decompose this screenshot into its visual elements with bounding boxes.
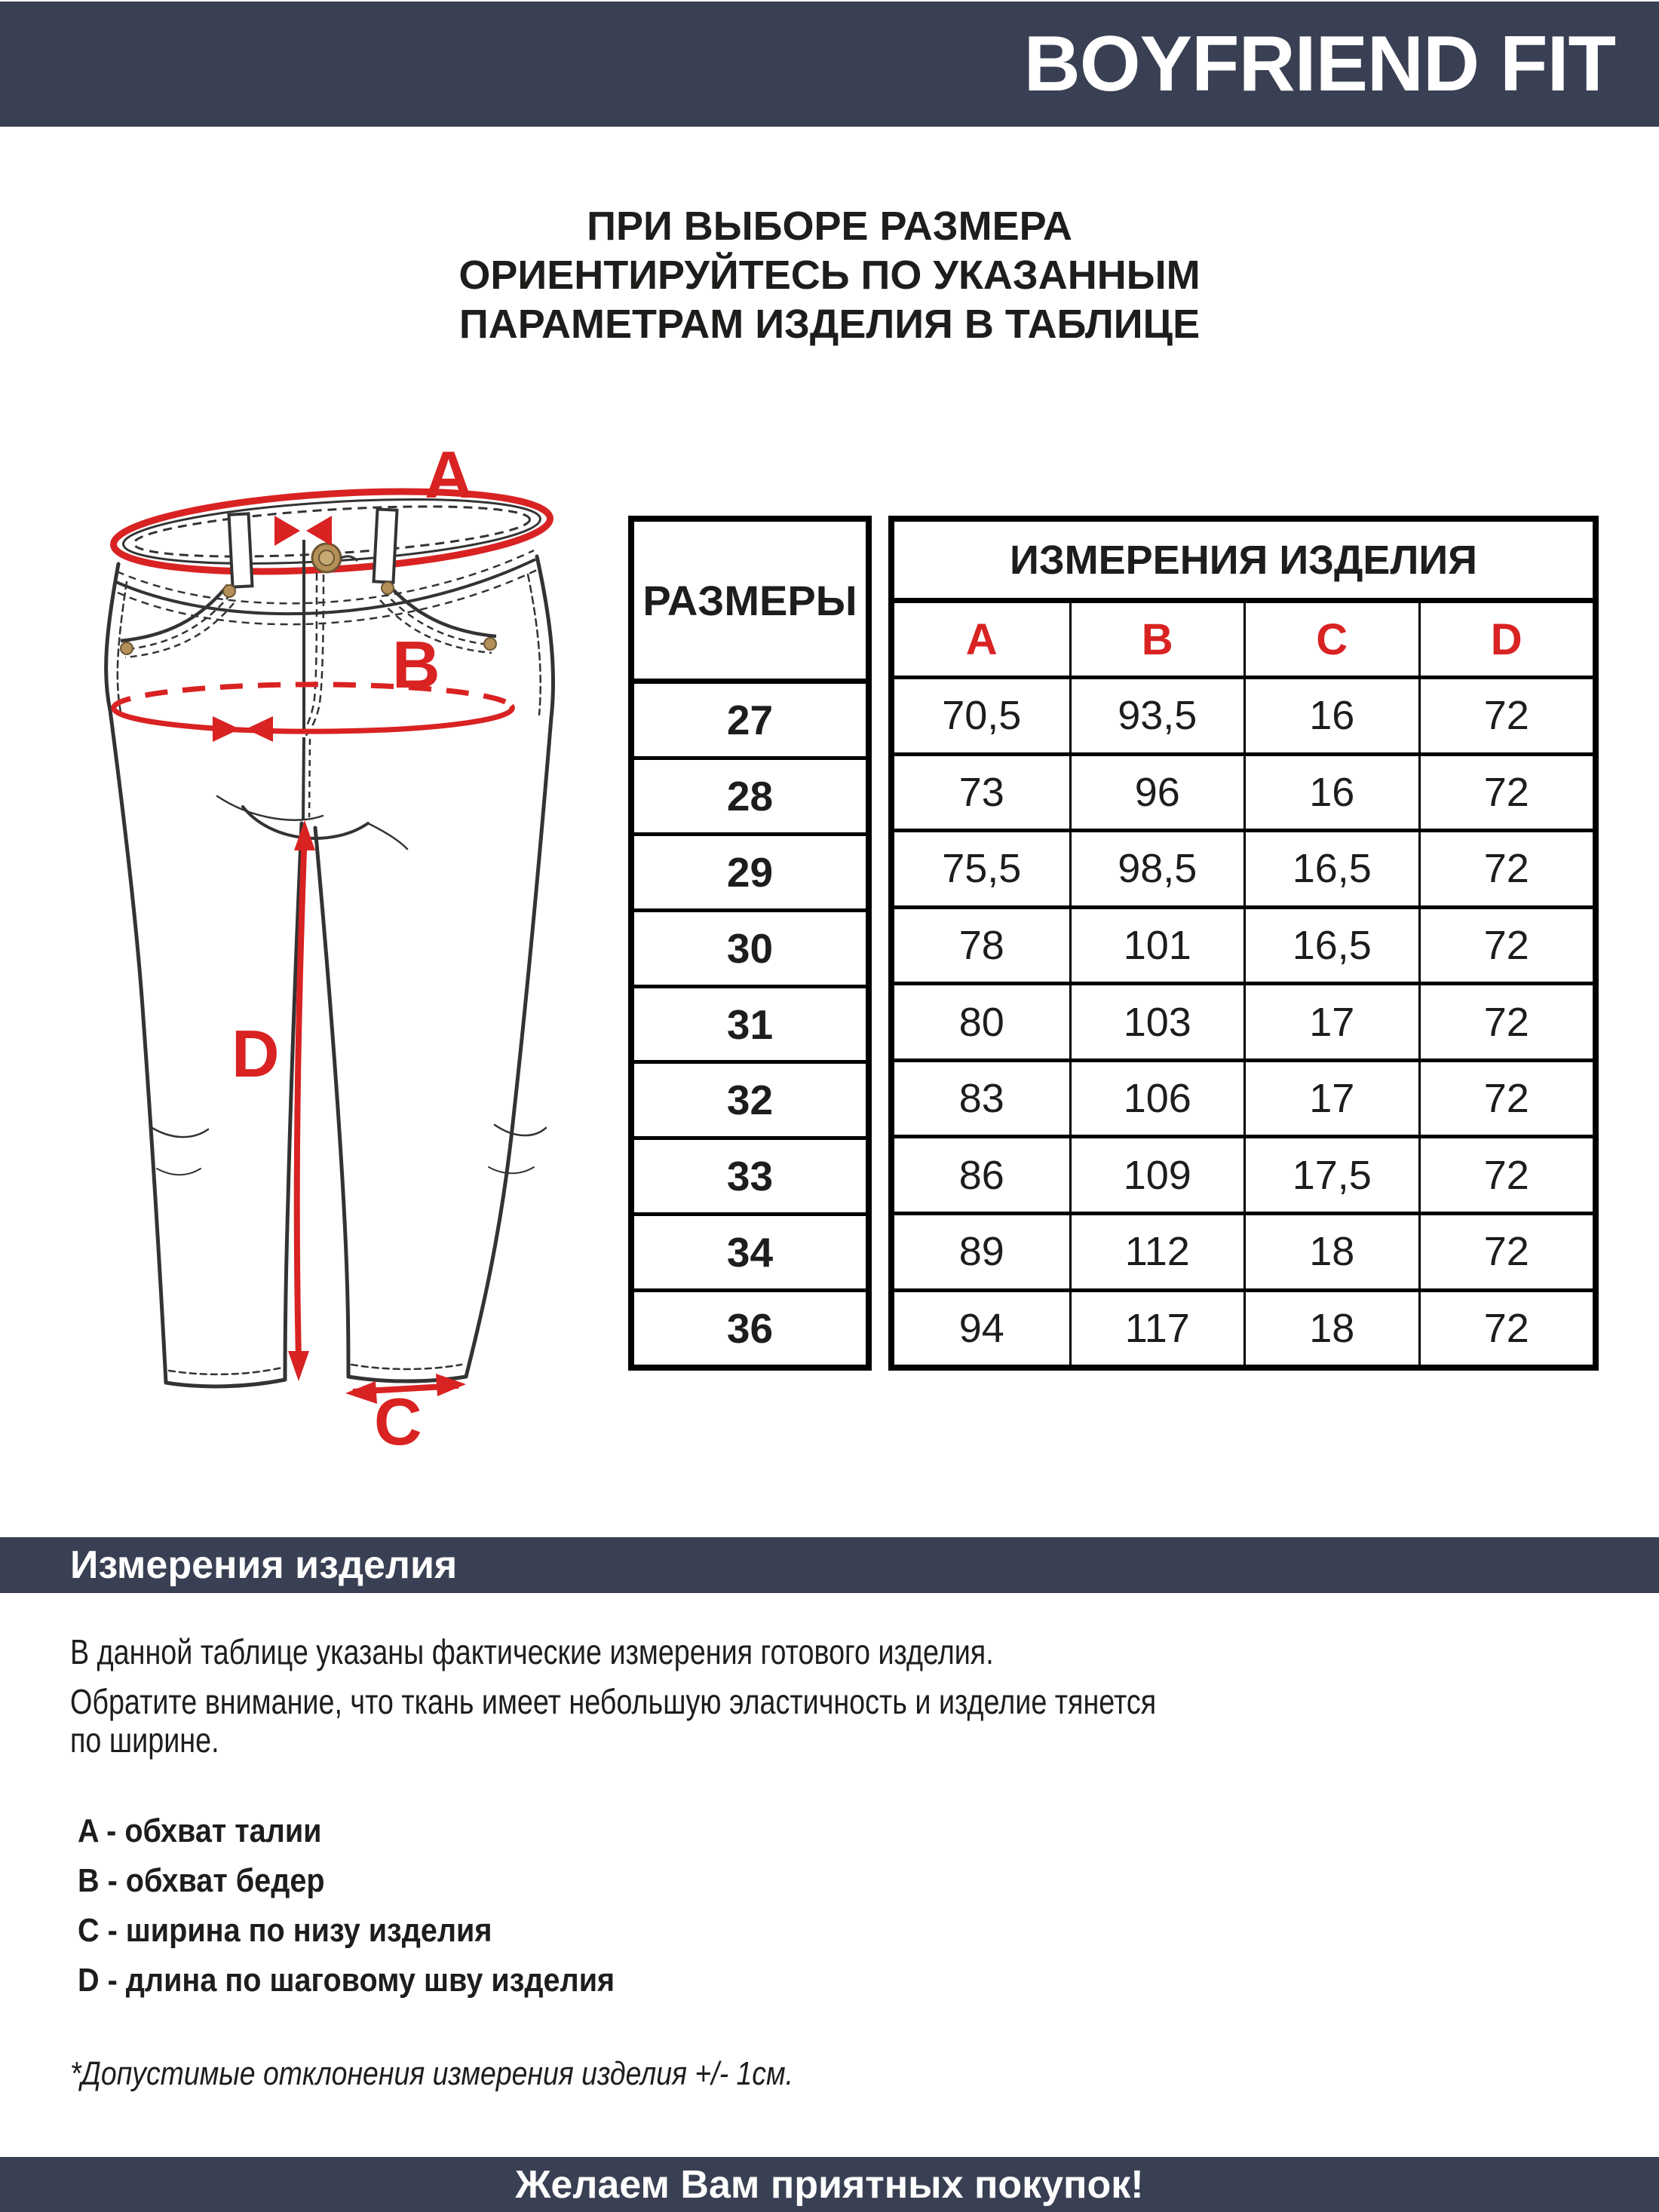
column-letter-d: D: [1418, 603, 1593, 676]
value-cell: 72: [1418, 756, 1593, 829]
table-row: [894, 905, 1593, 982]
value-cell: 78: [958, 922, 1004, 968]
table-row: [894, 1288, 1593, 1365]
value-cell: 16: [1243, 679, 1418, 752]
footer-bar: [0, 2157, 1659, 2212]
value-cell: 72: [1418, 909, 1593, 982]
size-cell: 27: [726, 696, 774, 743]
value-cell: 16,5: [1243, 909, 1418, 982]
value-cell: 106: [1069, 1062, 1244, 1135]
intro-heading-line: ПРИ ВЫБОРЕ РАЗМЕРА: [587, 204, 1072, 249]
legend-item-c: C - ширина по низу изделия: [78, 1912, 492, 1949]
value-cell: 112: [1069, 1215, 1244, 1288]
diagram-label-c: C: [374, 1384, 422, 1459]
value-cell: 86: [958, 1152, 1004, 1198]
description-line: В данной таблице указаны фактические измерения готового изделия.: [70, 1632, 994, 1671]
value-cell: 73: [958, 769, 1004, 815]
value-cell: 83: [958, 1076, 1004, 1122]
page-title: BOYFRIEND FIT: [1023, 20, 1615, 108]
table-row: [894, 982, 1593, 1059]
value-cell: 109: [1069, 1138, 1244, 1212]
column-letter-b: B: [1069, 603, 1244, 676]
value-cell: 17: [1243, 985, 1418, 1059]
table-row: [894, 1059, 1593, 1135]
column-letters-row: [894, 603, 1593, 676]
sizes-header: РАЗМЕРЫ: [634, 522, 866, 684]
measurement-legend: [78, 1806, 615, 2005]
tolerance-note: *Допустимые отклонения измерения изделия +/- 1см.: [70, 2055, 794, 2092]
value-cell: 72: [1418, 1292, 1593, 1365]
value-cell: 17,5: [1243, 1138, 1418, 1212]
title-bar: [0, 2, 1659, 127]
size-cell: 28: [634, 756, 866, 832]
table-row: [894, 752, 1593, 829]
column-letter-a: A: [965, 614, 998, 664]
value-cell: 17: [1243, 1062, 1418, 1135]
description-line: по ширине.: [70, 1720, 219, 1760]
value-cell: 103: [1069, 985, 1244, 1059]
jeans-diagram: [45, 445, 618, 1515]
value-cell: 16,5: [1243, 832, 1418, 905]
table-row: [894, 1135, 1593, 1212]
legend-item-d: D - длина по шаговому шву изделия: [78, 1962, 615, 1999]
size-cell: 36: [634, 1288, 866, 1365]
section-bar: [0, 1537, 1659, 1593]
diagram-label-d: D: [232, 1016, 280, 1091]
size-cell: 32: [634, 1060, 866, 1136]
intro-heading-line: ПАРАМЕТРАМ ИЗДЕЛИЯ В ТАБЛИЦЕ: [458, 302, 1201, 347]
description-text: [70, 1633, 1344, 1760]
value-cell: 96: [1069, 756, 1244, 829]
intro-heading: [0, 202, 1659, 349]
legend-item-b: B - обхват бедер: [78, 1862, 325, 1899]
legend-item-a: A - обхват талии: [78, 1812, 322, 1849]
value-cell: 89: [958, 1229, 1004, 1275]
value-cell: 80: [958, 999, 1004, 1045]
size-table-sizes-column: [628, 516, 872, 1371]
table-row: [894, 829, 1593, 905]
size-cell: 30: [634, 908, 866, 985]
size-cell: 33: [634, 1136, 866, 1212]
measurements-header: ИЗМЕРЕНИЯ ИЗДЕЛИЯ: [894, 522, 1593, 603]
column-letter-c: C: [1243, 603, 1418, 676]
section-bar-title: Измерения изделия: [70, 1543, 458, 1587]
diagram-label-a: A: [425, 445, 473, 512]
pocket-left: [121, 585, 235, 657]
size-cell: 34: [634, 1212, 866, 1288]
value-cell: 72: [1418, 1062, 1593, 1135]
jeans-outline: [106, 556, 554, 1386]
value-cell: 72: [1418, 679, 1593, 752]
size-table-measurements: [888, 516, 1599, 1371]
value-cell: 18: [1243, 1292, 1418, 1365]
diagram-label-b: B: [392, 627, 440, 702]
value-cell: 70,5: [942, 693, 1022, 739]
value-cell: 72: [1418, 985, 1593, 1059]
value-cell: 75,5: [942, 846, 1022, 892]
value-cell: 98,5: [1069, 832, 1244, 905]
intro-heading-line: ОРИЕНТИРУЙТЕСЬ ПО УКАЗАННЫМ: [458, 253, 1201, 298]
value-cell: 72: [1418, 832, 1593, 905]
value-cell: 117: [1069, 1292, 1244, 1365]
value-cell: 16: [1243, 756, 1418, 829]
description-line: Обратите внимание, что ткань имеет небольшую эластичность и изделие тянется: [70, 1682, 1157, 1721]
value-cell: 101: [1069, 909, 1244, 982]
value-cell: 72: [1418, 1215, 1593, 1288]
size-cell: 31: [634, 985, 866, 1061]
measure-b: [114, 685, 512, 742]
footer-message: Желаем Вам приятных покупок!: [515, 2162, 1144, 2207]
value-cell: 72: [1418, 1138, 1593, 1212]
value-cell: 94: [958, 1305, 1004, 1351]
table-row: [894, 676, 1593, 752]
value-cell: 93,5: [1069, 679, 1244, 752]
value-cell: 18: [1243, 1215, 1418, 1288]
size-cell: 29: [634, 832, 866, 908]
table-row: [894, 1212, 1593, 1288]
